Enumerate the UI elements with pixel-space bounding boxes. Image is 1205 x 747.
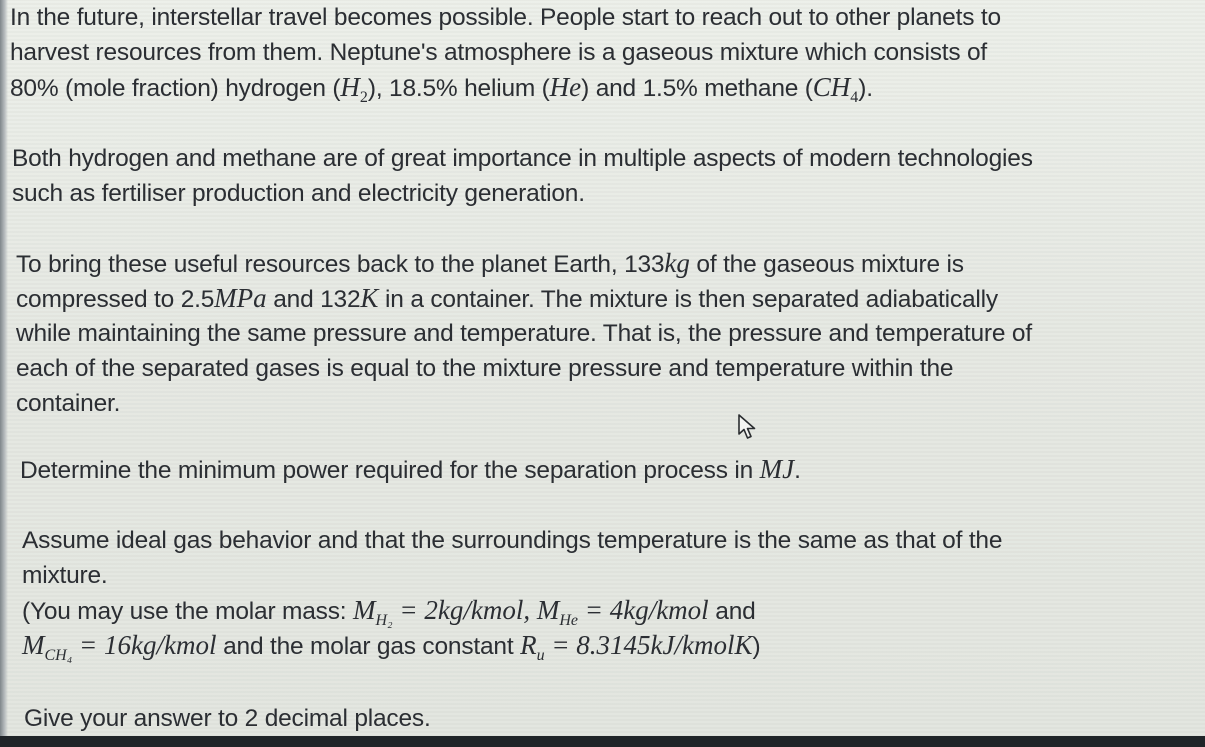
process-line-2: compressed to 2.5MPa and 132K in a container. The mixture is then separated adiabatically	[16, 283, 998, 313]
process-line-3: while maintaining the same pressure and temperature. That is, the pressure and temperature of	[16, 320, 1032, 347]
importance-paragraph	[12, 141, 1033, 211]
intro-line-2: harvest resources from them. Neptune's atmosphere is a gaseous mixture which consists of	[10, 39, 988, 66]
helium-formula: He	[549, 72, 582, 102]
hydrogen-formula: $H_2$	[340, 72, 368, 106]
intro-line-1: In the future, interstellar travel becomes possible. People start to reach out to other planets to	[10, 4, 1001, 31]
mass-unit: kg	[664, 248, 690, 278]
answer-instruction	[24, 701, 431, 736]
composition-text: ).	[858, 75, 873, 102]
screen-bottom-bar	[0, 736, 1205, 747]
assumptions-paragraph	[22, 523, 1002, 663]
intro-paragraph	[10, 0, 1001, 105]
methane-formula: $CH_4$	[812, 72, 859, 106]
molar-mass-line-1: (You may use the molar mass: $M_{H_2}$ = 2kg/kmol, $M_{He}$ = 4kg/kmol and	[22, 595, 756, 629]
intro-line-3	[10, 70, 1001, 105]
process-paragraph	[16, 246, 1032, 421]
assumptions-line-1: Assume ideal gas behavior and that the surroundings temperature is the same as that of the	[22, 527, 1003, 554]
composition-text: 80% (mole fraction) hydrogen (	[10, 75, 341, 102]
composition-text: ) and 1.5% methane (	[581, 75, 813, 102]
task-paragraph	[20, 452, 801, 487]
answer-instruction-text: Give your answer to 2 decimal places.	[24, 705, 431, 732]
importance-line-2: such as fertiliser production and electricity generation.	[12, 180, 585, 207]
gas-constant: $R_u$ = 8.3145kJ/kmolK	[520, 630, 753, 664]
molar-mass-he: $M_{He}$ = 4kg/kmol	[536, 595, 709, 629]
molar-mass-line-2: $M_{CH_4}$ = 16kg/kmol and the molar gas constant $R_u$ = 8.3145kJ/kmolK)	[22, 630, 761, 664]
pressure-unit: MPa	[214, 283, 267, 313]
screen-left-edge	[0, 0, 8, 747]
composition-text: ), 18.5% helium (	[367, 75, 550, 102]
task-line: Determine the minimum power required for the separation process in MJ.	[20, 454, 801, 484]
process-line-1: To bring these useful resources back to the planet Earth, 133kg of the gaseous mixture is	[16, 248, 964, 278]
temperature-unit: K	[360, 283, 379, 313]
molar-mass-ch4: $M_{CH_4}$ = 16kg/kmol	[22, 630, 217, 664]
importance-line-1: Both hydrogen and methane are of great importance in multiple aspects of modern technologies	[12, 145, 1033, 172]
process-line-5: container.	[16, 390, 121, 417]
process-line-4: each of the separated gases is equal to the mixture pressure and temperature within the	[16, 355, 954, 382]
mouse-pointer-icon	[736, 413, 762, 443]
energy-unit: MJ	[759, 454, 795, 484]
molar-mass-h2: $M_{H_2}$ = 2kg/kmol,	[353, 595, 537, 629]
assumptions-line-2: mixture.	[22, 562, 108, 589]
